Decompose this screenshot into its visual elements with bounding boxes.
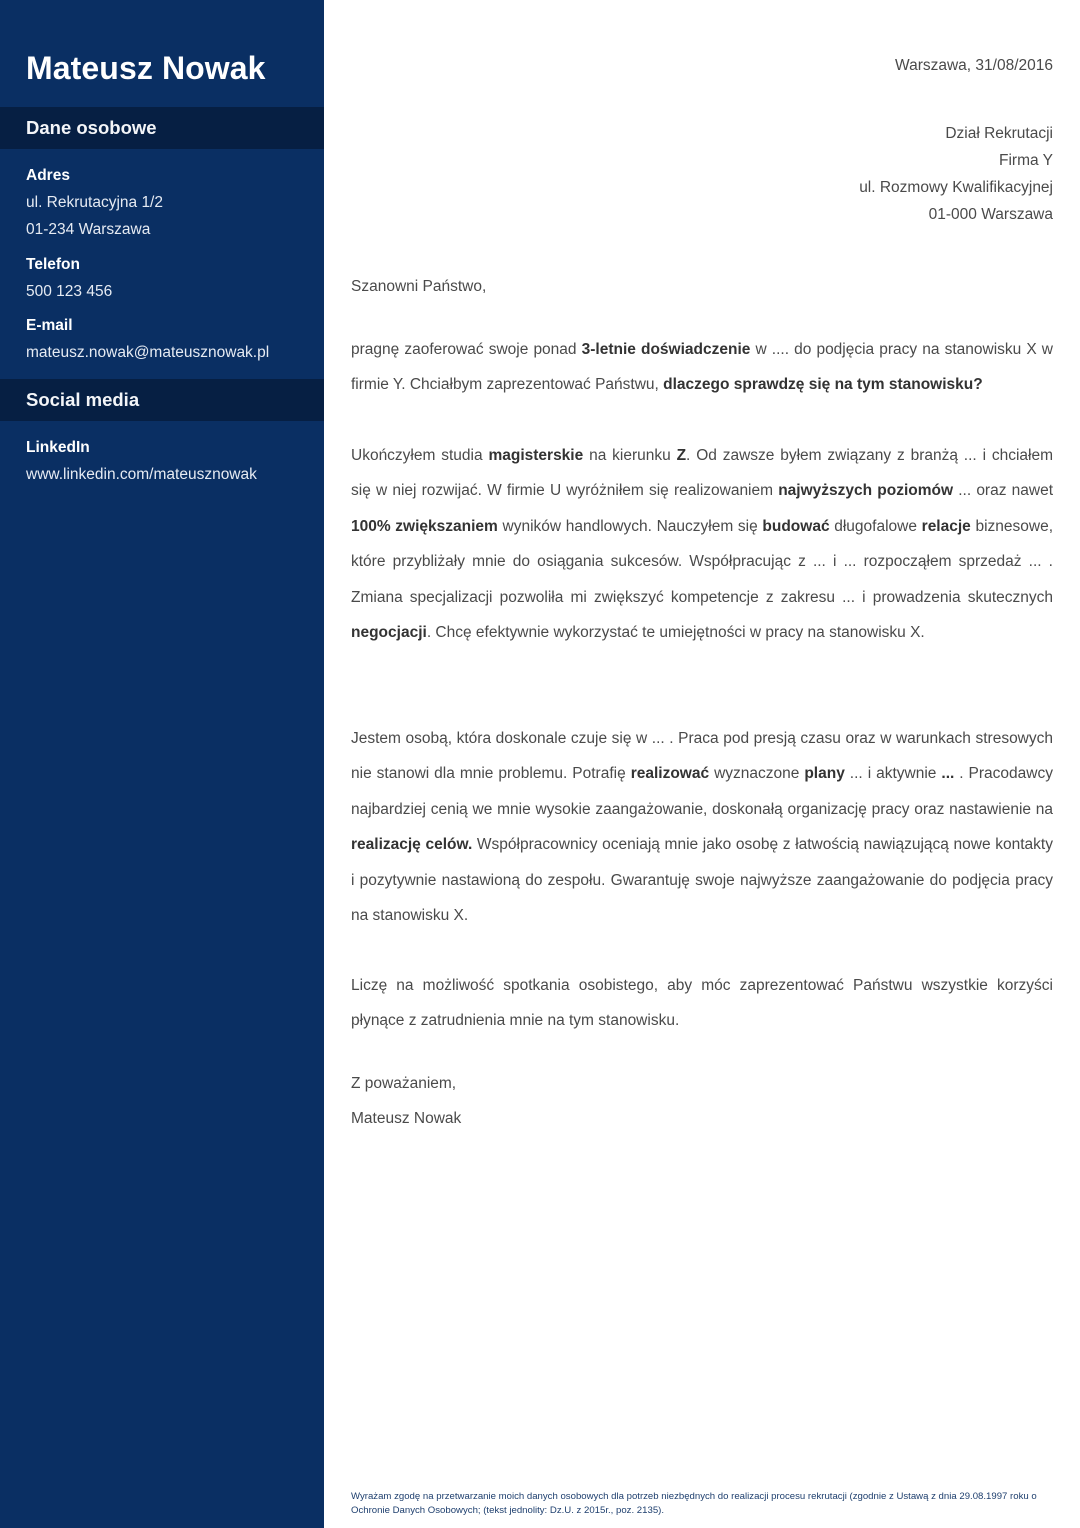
emphasis: relacje [921,517,971,535]
sidebar [0,0,324,1528]
paragraph-4: Liczę na możliwość spotkania osobistego, aby móc zaprezentować Państwu wszystkie korzyści płynące z zatrudnienia mnie na tym stanowisku. [351,977,1053,1030]
emphasis: najwyższych poziomów [778,482,954,500]
place-date: Warszawa, 31/08/2016 [895,57,1053,74]
paragraph-2: Ukończyłem studia magisterskie na kierunku Z. Od zawsze byłem związany z branżą ... i chciałem się w niej rozwijać. W firmie U wyróżniłem się realizowaniem najwyższych poziomów ... oraz nawet 100% zwiększaniem wyników handlowych. Nauczyłem się budować długofalowe relacje biznesowe, które przybliżały mnie do osiągania sukcesów. Współpracując z ... i ... rozpocząłem sprzedaż ... . Zmiana specjalizacji pozwoliła mi zwiększyć kompetencje z zakresu ... i prowadzenia skutecznych negocjacji. Chcę efektywnie wykorzystać te umiejętności w pracy na stanowisku X. [351,447,1054,642]
consent-clause: Wyrażam zgodę na przetwarzanie moich danych osobowych dla potrzeb niezbędnych do realizacji procesu rekrutacji (zgodnie z Ustawą z dnia 29.08.1997 roku o Ochronie Danych Osobowych; (tekst jednolity: Dz.U. z 2015r., poz. 2135). [351,1491,1037,1516]
recipient-line-4: 01-000 Warszawa [928,206,1053,223]
address-line-1: ul. Rekrutacyjna 1/2 [26,194,163,211]
paragraph-3: Jestem osobą, która doskonale czuje się w ... . Praca pod presją czasu oraz w warunkach stresowych nie stanowi dla mnie problemu. Potrafię realizować wyznaczone plany ... i aktywnie ... . Pracodawcy najbardziej cenią we mnie wysokie zaangażowanie, doskonałą organizację pracy oraz nastawienie na realizację celów. Współpracownicy oceniają mnie jako osobę z łatwością nawiązującą nowe kontakty i pozytywnie nastawioną do zespołu. Gwarantuję swoje najwyższe zaangażowanie do podjęcia pracy na stanowisku X. [351,730,1053,925]
section-header-personal-data [0,107,324,149]
paragraph-1: pragnę zaoferować swoje ponad 3-letnie doświadczenie w .... do podjęcia pracy na stanowisku X w firmie Y. Chciałbym zaprezentować Państwu, dlaczego sprawdzę się na tym stanowisku? [351,341,1054,394]
phone-label: Telefon [26,256,80,273]
emphasis: realizację celów. [351,836,473,854]
address-line-2: 01-234 Warszawa [26,221,151,238]
recipient-line-1: Dział Rekrutacji [945,125,1053,142]
recipient-line-2: Firma Y [999,152,1053,169]
email-link[interactable]: mateusz.nowak@mateusznowak.pl [26,344,270,361]
emphasis: negocjacji [351,624,427,642]
phone-value: 500 123 456 [26,283,113,300]
recipient-line-3: ul. Rozmowy Kwalifikacyjnej [859,179,1053,196]
salutation: Szanowni Państwo, [351,278,487,295]
candidate-name: Mateusz Nowak [26,50,266,86]
section-title: Dane osobowe [26,117,157,138]
emphasis: 100% zwiększaniem [351,517,498,535]
email-label: E-mail [26,317,73,334]
section-header-social-media [0,379,324,421]
emphasis: plany [804,765,845,783]
emphasis: Z [676,447,687,464]
section-title: Social media [26,389,140,410]
letter-body [324,0,1080,1528]
emphasis: budować [762,517,830,535]
emphasis: realizować [630,765,710,783]
emphasis: magisterskie [488,447,584,464]
emphasis: ... [941,765,955,783]
linkedin-label: LinkedIn [26,439,90,456]
address-label: Adres [26,167,70,184]
linkedin-link[interactable]: www.linkedin.com/mateusznowak [26,466,257,483]
emphasis: dlaczego sprawdzę się na tym stanowisku? [663,376,983,394]
signature: Mateusz Nowak [351,1110,462,1127]
emphasis: 3-letnie doświadczenie [581,341,751,358]
closing: Z poważaniem, [351,1075,457,1092]
